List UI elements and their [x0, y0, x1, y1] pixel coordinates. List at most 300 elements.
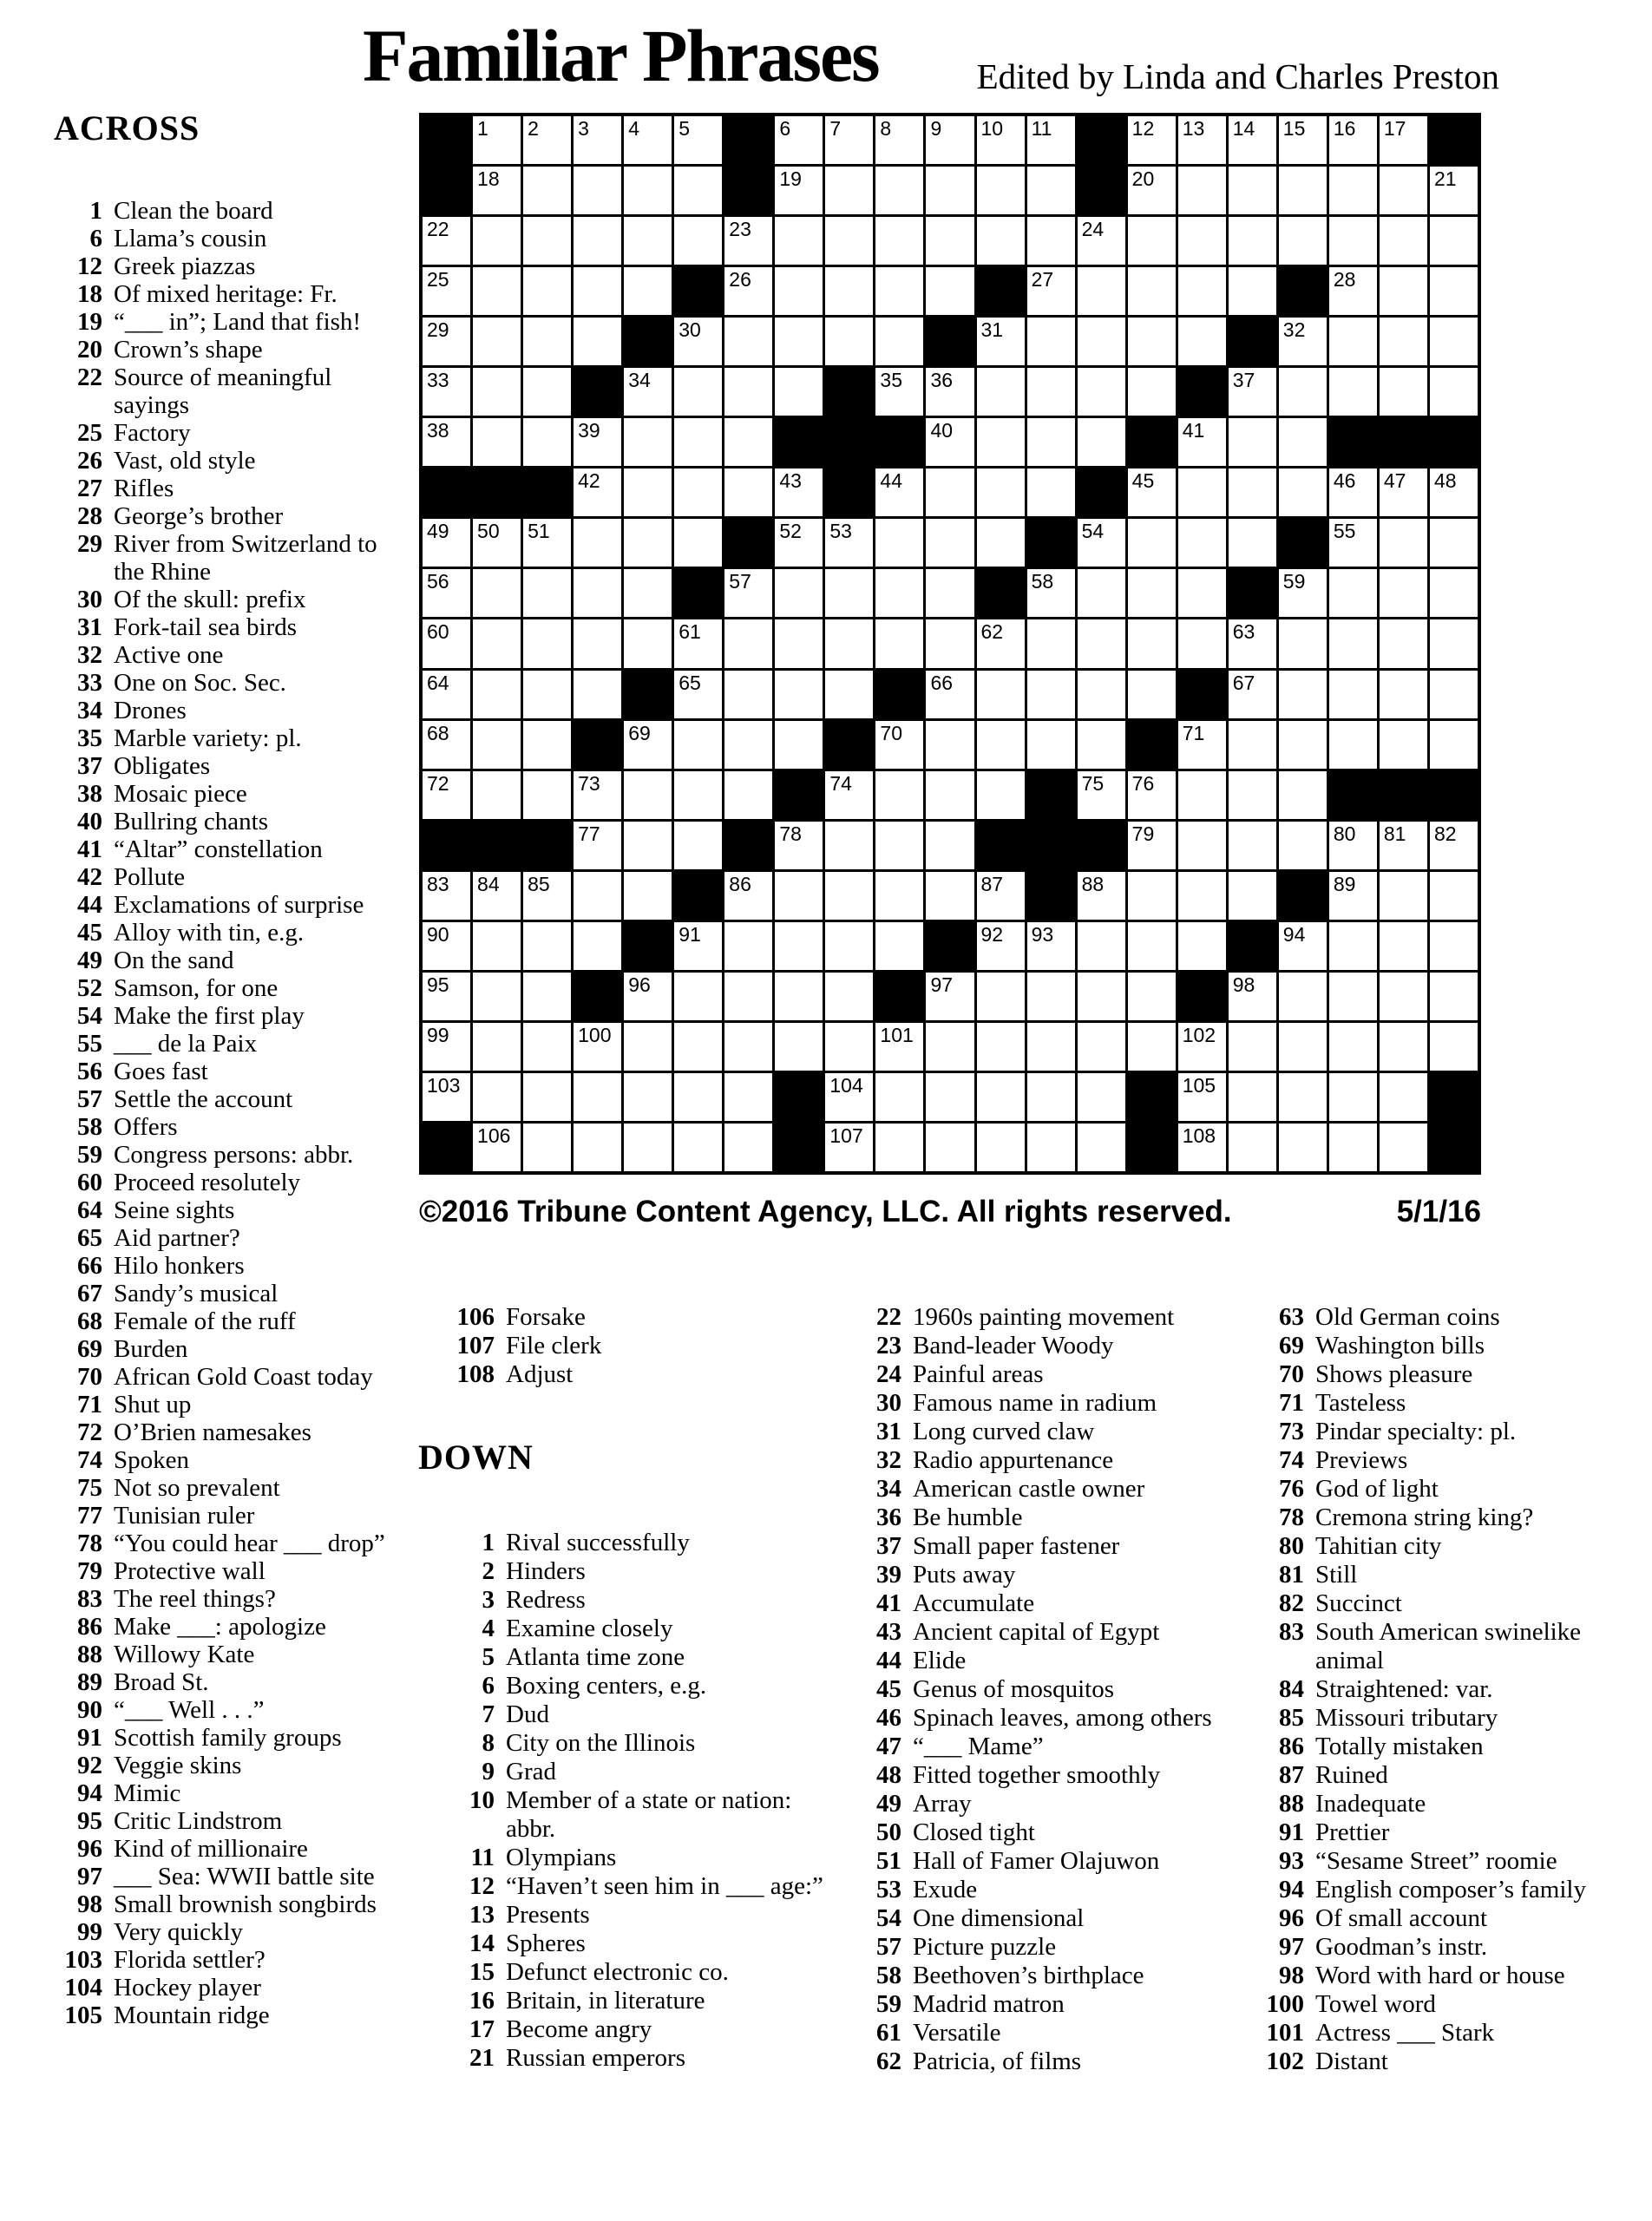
- grid-cell: [473, 1073, 521, 1121]
- grid-cell: [1279, 116, 1327, 164]
- cell-number: 75: [1081, 771, 1105, 795]
- grid-cell: [624, 368, 672, 416]
- grid-cell: [1229, 619, 1276, 667]
- clue-text: Florida settler?: [114, 1946, 266, 1974]
- clue-number: 3: [482, 1586, 495, 1614]
- clue-text: God of light: [1315, 1475, 1439, 1503]
- grid-cell: [977, 519, 1025, 567]
- grid-cell: [775, 872, 823, 920]
- grid-cell: [875, 519, 923, 567]
- clue-number: 93: [1279, 1847, 1304, 1875]
- clue-item: [54, 1474, 413, 1502]
- clue-item: [54, 919, 413, 947]
- grid-cell: [523, 1124, 571, 1171]
- clue-number: 57: [876, 1933, 901, 1961]
- cell-number: 13: [1182, 117, 1205, 140]
- grid-cell-black: [624, 671, 672, 718]
- grid-cell: [1128, 619, 1176, 667]
- grid-cell: [1027, 1124, 1075, 1171]
- grid-cell-black: [473, 822, 521, 869]
- grid-cell: [1027, 973, 1075, 1020]
- grid-cell: [1027, 167, 1075, 214]
- grid-cell: [1229, 1073, 1276, 1121]
- cell-number: 9: [930, 117, 942, 140]
- clue-number: 94: [77, 1779, 102, 1807]
- clue-item: [54, 1696, 413, 1724]
- cell-number: 74: [829, 771, 852, 795]
- grid-cell: [1380, 569, 1427, 617]
- clue-number: 74: [1279, 1446, 1304, 1474]
- grid-cell: [1078, 671, 1125, 718]
- grid-cell: [977, 1023, 1025, 1071]
- clue-text: Defunct electronic co.: [506, 1958, 729, 1986]
- clue-number: 106: [456, 1303, 495, 1331]
- clue-item: [1245, 1876, 1649, 1904]
- clue-text: Russian emperors: [506, 2044, 685, 2072]
- across-header: ACROSS: [54, 108, 200, 147]
- clue-number: 91: [77, 1724, 102, 1752]
- clue-item: [54, 225, 413, 252]
- grid-cell: [1128, 267, 1176, 315]
- clue-number: 7: [482, 1700, 495, 1728]
- grid-cell: [1128, 116, 1176, 164]
- clue-text: Proceed resolutely: [114, 1169, 301, 1196]
- grid-cell: [926, 1023, 974, 1071]
- clue-text: O’Brien namesakes: [114, 1418, 311, 1446]
- grid-cell: [1380, 671, 1427, 718]
- grid-cell: [775, 1023, 823, 1071]
- clue-item: [54, 1974, 413, 2002]
- grid-cell: [875, 822, 923, 869]
- clue-number: 42: [77, 863, 102, 891]
- clue-number: 32: [77, 641, 102, 669]
- clue-text: Make the first play: [114, 1002, 305, 1030]
- grid-cell: [1178, 1073, 1226, 1121]
- grid-cell: [674, 771, 722, 819]
- clue-item: [846, 1618, 1247, 1647]
- grid-cell: [1128, 569, 1176, 617]
- grid-cell: [1078, 922, 1125, 970]
- grid-cell: [1380, 468, 1427, 516]
- clue-text: Female of the ruff: [114, 1307, 296, 1335]
- grid-cell-black: [875, 973, 923, 1020]
- clue-text: “___ in”; Land that fish!: [114, 308, 362, 336]
- clue-text: Rifles: [114, 475, 174, 502]
- clue-number: 28: [77, 502, 102, 530]
- cell-number: 100: [578, 1023, 612, 1046]
- grid-cell: [624, 721, 672, 769]
- grid-cell-black: [1279, 872, 1327, 920]
- grid-cell: [1027, 418, 1075, 466]
- cell-number: 101: [880, 1023, 914, 1046]
- clue-number: 99: [77, 1918, 102, 1946]
- clue-text: Radio appurtenance: [913, 1446, 1114, 1474]
- grid-cell: [423, 1073, 470, 1121]
- clue-item: [418, 1786, 845, 1844]
- clue-item: [418, 1901, 845, 1929]
- clue-text: Succinct: [1315, 1589, 1402, 1617]
- clue-number: 82: [1279, 1589, 1304, 1617]
- clue-number: 107: [456, 1332, 495, 1359]
- grid-cell: [473, 619, 521, 667]
- clue-item: [1245, 1589, 1649, 1618]
- grid-cell: [1128, 217, 1176, 265]
- grid-cell: [1329, 318, 1377, 365]
- clue-item: [846, 1962, 1247, 1990]
- grid-cell: [875, 318, 923, 365]
- grid-cell: [624, 569, 672, 617]
- clue-item: [846, 1847, 1247, 1876]
- grid-cell: [1279, 973, 1327, 1020]
- clue-item: [54, 1196, 413, 1224]
- grid-cell: [875, 267, 923, 315]
- grid-cell: [574, 468, 621, 516]
- cell-number: 88: [1081, 872, 1105, 895]
- clue-text: 1960s painting movement: [913, 1303, 1175, 1331]
- clue-text: Beethoven’s birthplace: [913, 1962, 1144, 1989]
- grid-cell: [1279, 822, 1327, 869]
- cell-number: 39: [578, 419, 600, 442]
- grid-cell: [624, 418, 672, 466]
- clue-item: [418, 1700, 845, 1729]
- grid-cell: [1329, 468, 1377, 516]
- grid-cell: [875, 468, 923, 516]
- clue-item: [1245, 1962, 1649, 1990]
- grid-cell: [574, 922, 621, 970]
- clue-text: Missouri tributary: [1315, 1704, 1498, 1732]
- grid-cell-black: [1380, 771, 1427, 819]
- grid-cell-black: [775, 1124, 823, 1171]
- grid-cell: [825, 922, 873, 970]
- grid-cell-black: [1178, 368, 1226, 416]
- clue-number: 102: [1266, 2047, 1304, 2075]
- clue-number: 4: [482, 1615, 495, 1642]
- grid-cell: [1229, 217, 1276, 265]
- grid-cell: [423, 721, 470, 769]
- grid-cell: [1380, 1073, 1427, 1121]
- clue-text: Spinach leaves, among others: [913, 1704, 1212, 1732]
- clue-text: Small paper fastener: [913, 1532, 1120, 1560]
- grid-cell: [825, 318, 873, 365]
- grid-cell-black: [1279, 267, 1327, 315]
- crossword-grid: [419, 113, 1481, 1175]
- grid-cell: [1128, 368, 1176, 416]
- clue-item: [54, 447, 413, 475]
- grid-cell: [523, 318, 571, 365]
- cell-number: 77: [578, 822, 600, 845]
- grid-cell: [1380, 318, 1427, 365]
- clue-item: [418, 1872, 845, 1901]
- grid-cell: [523, 922, 571, 970]
- grid-cell-black: [825, 368, 873, 416]
- grid-cell: [1178, 771, 1226, 819]
- grid-cell: [724, 318, 772, 365]
- clue-text: Straightened: var.: [1315, 1675, 1493, 1703]
- grid-cell: [724, 468, 772, 516]
- grid-cell: [574, 1124, 621, 1171]
- grid-cell: [473, 418, 521, 466]
- grid-cell: [977, 116, 1025, 164]
- clue-text: Seine sights: [114, 1196, 235, 1224]
- grid-cell: [1027, 1023, 1075, 1071]
- clue-item: [1245, 1761, 1649, 1790]
- clue-item: [1245, 1733, 1649, 1761]
- cell-number: 63: [1232, 620, 1255, 644]
- clue-item: [1245, 1389, 1649, 1418]
- grid-cell: [523, 721, 571, 769]
- cell-number: 41: [1182, 419, 1205, 442]
- clue-text: Accumulate: [913, 1589, 1035, 1617]
- grid-cell-black: [423, 1124, 470, 1171]
- clue-text: Long curved claw: [913, 1418, 1095, 1445]
- grid-cell: [1380, 167, 1427, 214]
- clue-text: Totally mistaken: [1315, 1733, 1484, 1760]
- grid-cell: [825, 822, 873, 869]
- grid-cell: [1229, 872, 1276, 920]
- grid-cell: [674, 468, 722, 516]
- grid-cell: [775, 167, 823, 214]
- grid-cell: [574, 519, 621, 567]
- grid-cell: [724, 973, 772, 1020]
- clue-text: Congress persons: abbr.: [114, 1141, 354, 1169]
- grid-cell: [523, 1023, 571, 1071]
- cell-number: 27: [1031, 268, 1054, 292]
- byline: Edited by Linda and Charles Preston: [976, 56, 1499, 96]
- clue-number: 77: [77, 1502, 102, 1530]
- clue-item: [846, 1332, 1247, 1360]
- grid-cell: [1128, 167, 1176, 214]
- clue-number: 24: [876, 1360, 901, 1388]
- grid-cell: [574, 872, 621, 920]
- clue-item: [846, 1790, 1247, 1818]
- grid-cell: [674, 671, 722, 718]
- clue-text: Mosaic piece: [114, 780, 247, 808]
- clue-number: 70: [1279, 1360, 1304, 1388]
- clue-number: 18: [77, 280, 102, 308]
- grid-cell: [674, 922, 722, 970]
- clue-item: [1245, 1360, 1649, 1389]
- clue-number: 96: [77, 1835, 102, 1863]
- cell-number: 72: [427, 771, 449, 795]
- grid-cell: [423, 267, 470, 315]
- grid-cell: [423, 368, 470, 416]
- cell-number: 62: [980, 620, 1004, 644]
- clue-text: Redress: [506, 1586, 586, 1614]
- grid-cell-black: [1078, 468, 1125, 516]
- grid-cell: [977, 973, 1025, 1020]
- cell-number: 30: [678, 318, 701, 342]
- clue-number: 85: [1279, 1704, 1304, 1732]
- cell-number: 76: [1131, 771, 1155, 795]
- cell-number: 3: [578, 117, 589, 140]
- clue-number: 63: [1279, 1303, 1304, 1331]
- clue-text: English composer’s family: [1315, 1876, 1586, 1903]
- clue-item: [54, 1946, 413, 1974]
- clue-number: 44: [77, 891, 102, 919]
- cell-number: 44: [880, 469, 903, 493]
- grid-cell: [574, 771, 621, 819]
- grid-cell: [1128, 771, 1176, 819]
- grid-cell: [1329, 973, 1377, 1020]
- grid-cell: [1279, 1023, 1327, 1071]
- grid-cell: [1329, 822, 1377, 869]
- grid-cell: [1430, 318, 1478, 365]
- grid-cell: [1229, 519, 1276, 567]
- grid-cell-black: [775, 1073, 823, 1121]
- grid-cell: [423, 973, 470, 1020]
- grid-cell: [523, 116, 571, 164]
- clue-text: Pollute: [114, 863, 186, 891]
- cell-number: 7: [829, 117, 842, 140]
- cell-number: 19: [779, 167, 802, 191]
- clue-item: [1245, 1446, 1649, 1475]
- clue-text: Clean the board: [114, 197, 273, 225]
- grid-cell-black: [574, 721, 621, 769]
- grid-cell: [825, 619, 873, 667]
- grid-cell: [1178, 1124, 1226, 1171]
- grid-cell-black: [1027, 822, 1075, 869]
- cell-number: 38: [427, 419, 449, 442]
- clue-item: [54, 1030, 413, 1058]
- grid-cell: [775, 619, 823, 667]
- clue-text: Adjust: [506, 1360, 574, 1388]
- clue-item: [1245, 1818, 1649, 1847]
- cell-number: 40: [930, 419, 954, 442]
- grid-cell: [775, 721, 823, 769]
- grid-cell: [775, 519, 823, 567]
- grid-cell: [1279, 771, 1327, 819]
- down-clues-column-2: [846, 1303, 1247, 2076]
- clue-text: Tasteless: [1315, 1389, 1406, 1417]
- cell-number: 108: [1182, 1124, 1216, 1147]
- grid-cell: [977, 771, 1025, 819]
- clue-item: [54, 1307, 413, 1335]
- clue-item: [846, 1532, 1247, 1561]
- clue-item: [1245, 1675, 1649, 1704]
- clue-number: 23: [876, 1332, 901, 1359]
- clue-number: 11: [470, 1844, 495, 1871]
- clue-number: 32: [876, 1446, 901, 1474]
- cell-number: 70: [880, 721, 903, 744]
- grid-cell: [1430, 167, 1478, 214]
- clue-text: On the sand: [114, 947, 234, 974]
- clue-number: 94: [1279, 1876, 1304, 1903]
- grid-cell: [977, 368, 1025, 416]
- grid-cell: [1178, 418, 1226, 466]
- grid-cell: [724, 721, 772, 769]
- grid-cell: [1178, 318, 1226, 365]
- clue-number: 51: [876, 1847, 901, 1875]
- grid-cell: [825, 671, 873, 718]
- clue-item: [54, 1169, 413, 1196]
- clue-item: [54, 1085, 413, 1113]
- puzzle-title: Familiar Phrases: [363, 14, 879, 97]
- clue-text: Scottish family groups: [114, 1724, 342, 1752]
- clue-number: 104: [64, 1974, 102, 2002]
- clue-item: [54, 1058, 413, 1085]
- cell-number: 69: [628, 721, 651, 744]
- grid-cell: [1329, 1023, 1377, 1071]
- clue-number: 35: [77, 724, 102, 752]
- clue-number: 56: [77, 1058, 102, 1085]
- grid-cell-black: [674, 569, 722, 617]
- cell-number: 33: [427, 369, 449, 392]
- clue-number: 88: [77, 1641, 102, 1668]
- grid-cell: [977, 1124, 1025, 1171]
- grid-cell: [775, 922, 823, 970]
- clue-number: 6: [482, 1672, 495, 1700]
- clue-number: 9: [482, 1758, 495, 1785]
- clue-number: 22: [77, 364, 102, 391]
- grid-cell: [825, 267, 873, 315]
- grid-cell: [1078, 1124, 1125, 1171]
- across-clues-column: [54, 108, 413, 2029]
- grid-cell: [1329, 519, 1377, 567]
- clue-text: Protective wall: [114, 1557, 266, 1585]
- clue-text: Puts away: [913, 1561, 1016, 1589]
- clue-item: [418, 1758, 845, 1786]
- clue-item: [846, 1733, 1247, 1761]
- grid-cell: [624, 872, 672, 920]
- cell-number: 94: [1282, 922, 1306, 946]
- grid-cell: [1178, 822, 1226, 869]
- clue-text: Crown’s shape: [114, 336, 263, 364]
- clue-item: [1245, 1847, 1649, 1876]
- grid-cell: [624, 1023, 672, 1071]
- grid-cell: [1027, 619, 1075, 667]
- grid-cell: [926, 973, 974, 1020]
- clue-item: [54, 641, 413, 669]
- clue-item: [418, 2015, 845, 2044]
- grid-cell: [423, 922, 470, 970]
- clue-text: Factory: [114, 419, 191, 447]
- grid-cell: [674, 519, 722, 567]
- clue-number: 2: [482, 1557, 495, 1585]
- grid-cell: [1430, 872, 1478, 920]
- grid-cell: [624, 771, 672, 819]
- clue-text: Versatile: [913, 2019, 1001, 2047]
- grid-cell: [926, 116, 974, 164]
- clue-text: Settle the account: [114, 1085, 293, 1113]
- clue-item: [846, 1904, 1247, 1933]
- grid-cell: [473, 217, 521, 265]
- cell-number: 5: [678, 117, 691, 140]
- clue-text: Be humble: [913, 1504, 1023, 1531]
- clue-item: [846, 1761, 1247, 1790]
- clue-number: 97: [1279, 1933, 1304, 1961]
- clue-item: [54, 947, 413, 974]
- clue-number: 30: [77, 586, 102, 613]
- clue-number: 47: [876, 1733, 901, 1760]
- clue-text: Cremona string king?: [1315, 1504, 1534, 1531]
- grid-cell: [1229, 721, 1276, 769]
- grid-cell-black: [574, 973, 621, 1020]
- clue-number: 86: [77, 1613, 102, 1641]
- grid-cell: [775, 116, 823, 164]
- clue-number: 12: [469, 1872, 495, 1900]
- clue-item: [846, 2019, 1247, 2047]
- grid-cell: [1279, 468, 1327, 516]
- clue-number: 1: [482, 1529, 495, 1556]
- grid-cell: [674, 368, 722, 416]
- clue-number: 52: [77, 974, 102, 1002]
- clue-number: 10: [469, 1786, 495, 1814]
- clue-text: Vast, old style: [114, 447, 256, 475]
- clue-text: George’s brother: [114, 502, 284, 530]
- clue-text: Pindar specialty: pl.: [1315, 1418, 1517, 1445]
- cell-number: 93: [1031, 922, 1054, 946]
- cell-number: 51: [528, 520, 550, 543]
